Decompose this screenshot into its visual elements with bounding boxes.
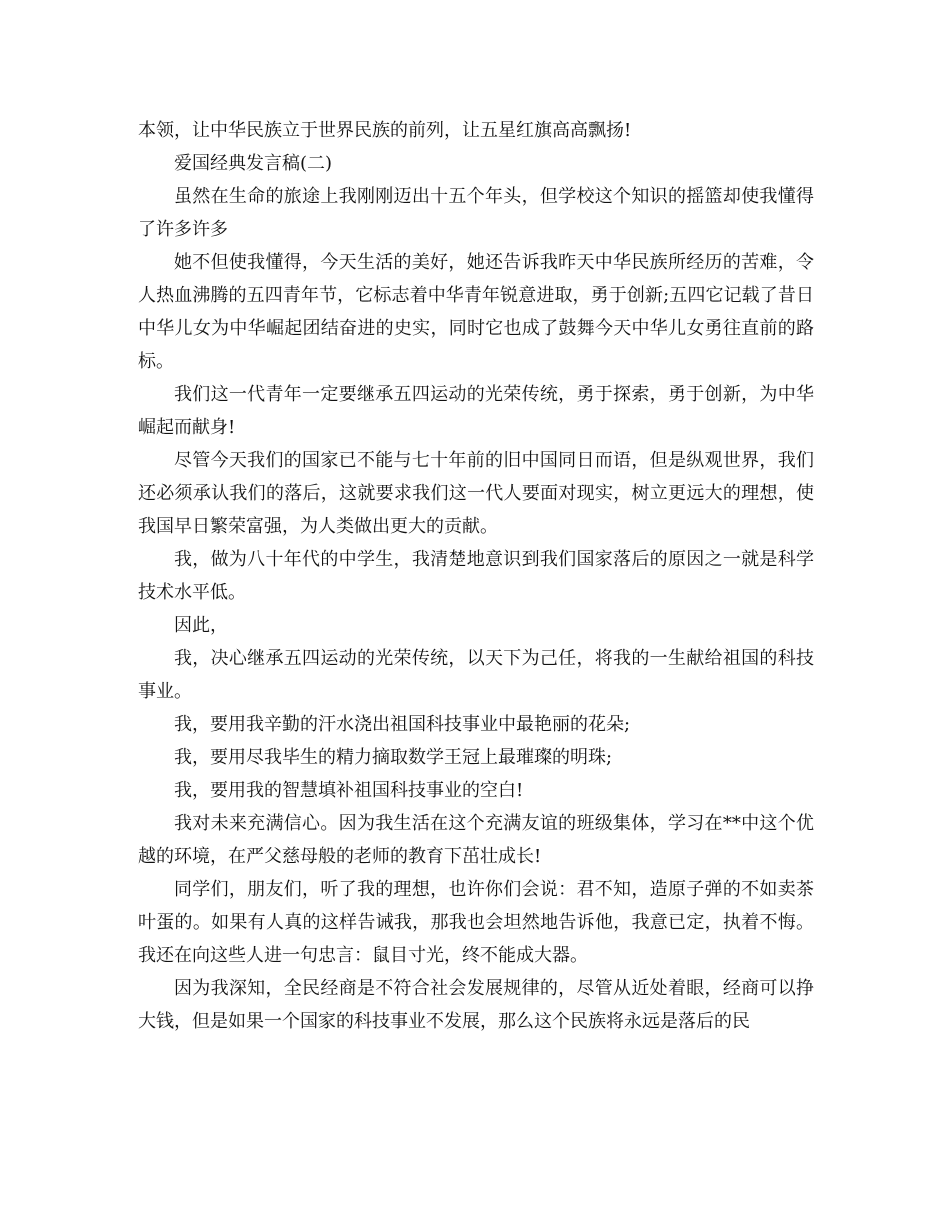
section-title: 爱国经典发言稿(二) [174,153,333,174]
document-body [138,114,814,1038]
paragraph: 我，要用我的智慧填补祖国科技事业的空白! [174,780,524,801]
paragraph: 因为我深知，全民经商是不符合社会发展规律的，尽管从近处着眼，经商可以挣大钱，但是如果一个国家的科技事业不发展，那么这个民族将永远是落后的民 [138,978,814,1032]
paragraph: 尽管今天我们的国家已不能与七十年前的旧中国同日而语，但是纵观世界，我们还必须承认我们的落后，这就要求我们这一代人要面对现实，树立更远大的理想，使我国早日繁荣富强，为人类做出更大的贡献。 [138,450,814,537]
paragraph: 我，要用尽我毕生的精力摘取数学王冠上最璀璨的明珠; [174,747,613,768]
paragraph: 她不但使我懂得，今天生活的美好，她还告诉我昨天中华民族所经历的苦难，令人热血沸腾的五四青年节，它标志着中华青年锐意进取，勇于创新;五四它记载了昔日中华儿女为中华崛起团结奋进的史实，同时它也成了鼓舞今天中华儿女勇往直前的路标。 [138,252,814,372]
paragraph: 本领，让中华民族立于世界民族的前列，让五星红旗高高飘扬! [138,120,632,141]
paragraph: 我对未来充满信心。因为我生活在这个充满友谊的班级集体，学习在**中这个优越的环境，在严父慈母般的老师的教育下茁壮成长! [138,813,814,867]
paragraph: 我，决心继承五四运动的光荣传统，以天下为己任，将我的一生献给祖国的科技事业。 [138,648,814,702]
paragraph: 我，做为八十年代的中学生，我清楚地意识到我们国家落后的原因之一就是科学技术水平低。 [138,549,814,603]
paragraph: 虽然在生命的旅途上我刚刚迈出十五个年头，但学校这个知识的摇篮却使我懂得了许多许多 [138,186,814,240]
paragraph: 我，要用我辛勤的汗水浇出祖国科技事业中最艳丽的花朵; [174,714,631,735]
paragraph: 同学们，朋友们，听了我的理想，也许你们会说：君不知，造原子弹的不如卖茶叶蛋的。如果有人真的这样告诫我，那我也会坦然地告诉他，我意已定，执着不悔。我还在向这些人进一句忠言：鼠目寸光，终不能成大器。 [138,879,814,966]
paragraph: 我们这一代青年一定要继承五四运动的光荣传统，勇于探索，勇于创新，为中华崛起而献身! [138,384,814,438]
paragraph: 因此， [174,615,228,636]
